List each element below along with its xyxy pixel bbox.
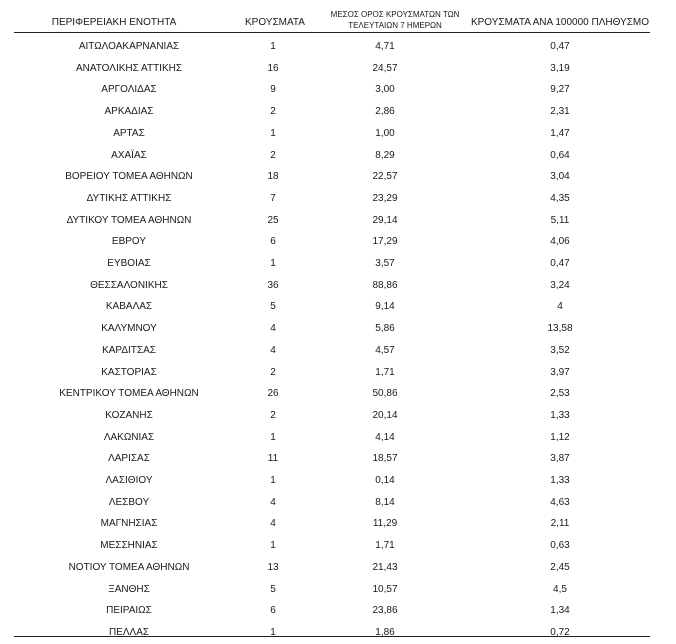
- region-cell: ΠΕΛΛΑΣ: [108, 626, 150, 638]
- avg-7day-cell: 29,14: [372, 214, 398, 226]
- cases-cell: 6: [270, 605, 276, 617]
- header-avg-line-1: ΜΕΣΟΣ ΟΡΟΣ ΚΡΟΥΣΜΑΤΩΝ ΤΩΝ: [330, 10, 460, 19]
- region-cell: ΛΑΚΩΝΙΑΣ: [103, 431, 155, 443]
- table-row: [0, 513, 676, 535]
- region-cell: ΞΑΝΘΗΣ: [108, 583, 150, 595]
- region-cell: ΚΑΡΔΙΤΣΑΣ: [102, 344, 156, 356]
- avg-7day-cell: 8,14: [375, 496, 395, 508]
- avg-7day-cell: 1,71: [375, 366, 395, 378]
- region-cell: ΛΑΡΙΣΑΣ: [108, 453, 150, 465]
- avg-7day-cell: 1,86: [375, 626, 395, 638]
- rate-per-100k-cell: 2,53: [550, 388, 570, 400]
- avg-7day-cell: 10,57: [372, 583, 398, 595]
- table-row: [0, 427, 676, 449]
- header-region: ΠΕΡΙΦΕΡΕΙΑΚΗ ΕΝΟΤΗΤΑ: [51, 17, 177, 28]
- table-row: [0, 470, 676, 492]
- rate-per-100k-cell: 3,97: [550, 366, 570, 378]
- avg-7day-cell: 1,00: [375, 127, 395, 139]
- cases-cell: 5: [270, 583, 276, 595]
- rate-per-100k-cell: 5,11: [550, 214, 570, 226]
- region-cell: ΜΑΓΝΗΣΙΑΣ: [100, 518, 158, 530]
- region-cell: ΔΥΤΙΚΟΥ ΤΟΜΕΑ ΑΘΗΝΩΝ: [66, 214, 192, 226]
- avg-7day-cell: 20,14: [372, 409, 398, 421]
- rate-per-100k-cell: 4,63: [550, 496, 570, 508]
- cases-cell: 18: [267, 171, 279, 183]
- region-cell: ΑΡΤΑΣ: [113, 127, 145, 139]
- table-row: [0, 58, 676, 80]
- avg-7day-cell: 4,57: [375, 344, 395, 356]
- table-row: [0, 210, 676, 232]
- table-row: [0, 579, 676, 601]
- cases-cell: 2: [270, 149, 276, 161]
- rate-per-100k-cell: 3,19: [550, 62, 570, 74]
- header-avg-line-2: ΤΕΛΕΥΤΑΙΩΝ 7 ΗΜΕΡΩΝ: [348, 21, 442, 30]
- avg-7day-cell: 9,14: [375, 301, 395, 313]
- rate-per-100k-cell: 0,47: [550, 41, 570, 52]
- cases-cell: 1: [270, 626, 276, 638]
- header-cases: ΚΡΟΥΣΜΑΤΑ: [245, 17, 305, 28]
- table-row: [0, 275, 676, 297]
- cases-cell: 13: [267, 561, 279, 573]
- region-cell: ΑΝΑΤΟΛΙΚΗΣ ΑΤΤΙΚΗΣ: [75, 62, 183, 74]
- region-cell: ΕΒΡΟΥ: [111, 236, 147, 248]
- bottom-divider: [14, 636, 650, 637]
- cases-cell: 5: [270, 301, 276, 313]
- avg-7day-cell: 1,71: [375, 540, 395, 552]
- region-cell: ΒΟΡΕΙΟΥ ΤΟΜΕΑ ΑΘΗΝΩΝ: [65, 171, 193, 183]
- cases-cell: 6: [270, 236, 276, 248]
- cases-cell: 1: [270, 540, 276, 552]
- cases-cell: 25: [267, 214, 279, 226]
- table-row: [0, 318, 676, 340]
- table-row: [0, 231, 676, 253]
- table-row: [0, 535, 676, 557]
- table-row: [0, 448, 676, 470]
- rate-per-100k-cell: 3,04: [550, 171, 570, 183]
- avg-7day-cell: 8,29: [375, 149, 395, 161]
- region-cell: ΕΥΒΟΙΑΣ: [107, 258, 151, 269]
- region-cell: ΚΑΒΑΛΑΣ: [105, 301, 153, 313]
- rate-per-100k-cell: 1,12: [550, 431, 570, 443]
- rate-per-100k-cell: 2,45: [550, 561, 570, 573]
- rate-per-100k-cell: 0,47: [550, 258, 570, 269]
- header-divider: [14, 32, 650, 33]
- rate-per-100k-cell: 2,31: [550, 106, 570, 118]
- cases-cell: 4: [270, 344, 276, 356]
- cases-cell: 1: [270, 127, 276, 139]
- avg-7day-cell: 23,86: [372, 605, 398, 617]
- avg-7day-cell: 3,00: [375, 84, 395, 96]
- cases-cell: 2: [270, 106, 276, 118]
- region-cell: ΚΕΝΤΡΙΚΟΥ ΤΟΜΕΑ ΑΘΗΝΩΝ: [59, 388, 199, 400]
- region-cell: ΛΑΣΙΘΙΟΥ: [105, 475, 153, 486]
- table-row: [0, 166, 676, 188]
- table-row: [0, 101, 676, 123]
- region-cell: ΚΟΖΑΝΗΣ: [105, 409, 153, 421]
- avg-7day-cell: 50,86: [372, 388, 398, 400]
- rate-per-100k-cell: 13,58: [547, 323, 573, 335]
- avg-7day-cell: 88,86: [372, 279, 398, 291]
- avg-7day-cell: 4,71: [375, 41, 395, 52]
- table-row: [0, 600, 676, 622]
- cases-cell: 1: [270, 258, 276, 269]
- rate-per-100k-cell: 0,64: [550, 149, 570, 161]
- header-rate-per-100k: ΚΡΟΥΣΜΑΤΑ ΑΝΑ 100000 ΠΛΗΘΥΣΜΟ: [470, 17, 650, 28]
- avg-7day-cell: 21,43: [372, 561, 398, 573]
- rate-per-100k-cell: 1,47: [550, 127, 570, 139]
- cases-cell: 4: [270, 323, 276, 335]
- cases-cell: 11: [267, 453, 279, 465]
- cases-cell: 16: [267, 62, 279, 74]
- rate-per-100k-cell: 3,52: [550, 344, 570, 356]
- region-cell: ΑΡΓΟΛΙΔΑΣ: [101, 84, 157, 96]
- rate-per-100k-cell: 4,35: [550, 192, 570, 204]
- cases-cell: 1: [270, 41, 276, 52]
- table-row: [0, 79, 676, 101]
- avg-7day-cell: 23,29: [372, 192, 398, 204]
- table-row: [0, 296, 676, 318]
- region-cell: ΑΙΤΩΛΟΑΚΑΡΝΑΝΙΑΣ: [78, 41, 180, 52]
- table-row: [0, 253, 676, 275]
- avg-7day-cell: 17,29: [372, 236, 398, 248]
- avg-7day-cell: 11,29: [372, 518, 398, 530]
- avg-7day-cell: 0,14: [375, 475, 395, 486]
- region-cell: ΝΟΤΙΟΥ ΤΟΜΕΑ ΑΘΗΝΩΝ: [68, 561, 190, 573]
- cases-cell: 1: [270, 475, 276, 486]
- table-row: [0, 145, 676, 167]
- avg-7day-cell: 22,57: [372, 171, 398, 183]
- region-cell: ΛΕΣΒΟΥ: [108, 496, 150, 508]
- region-cell: ΠΕΙΡΑΙΩΣ: [106, 605, 152, 617]
- cases-cell: 9: [270, 84, 276, 96]
- region-cell: ΜΕΣΣΗΝΙΑΣ: [100, 540, 158, 552]
- cases-cell: 4: [270, 518, 276, 530]
- avg-7day-cell: 3,57: [375, 258, 395, 269]
- region-cell: ΚΑΣΤΟΡΙΑΣ: [101, 366, 157, 378]
- table-row: [0, 340, 676, 362]
- rate-per-100k-cell: 1,34: [550, 605, 570, 617]
- region-cell: ΔΥΤΙΚΗΣ ΑΤΤΙΚΗΣ: [86, 192, 172, 204]
- rate-per-100k-cell: 4,06: [550, 236, 570, 248]
- table-row: [0, 123, 676, 145]
- avg-7day-cell: 2,86: [375, 106, 395, 118]
- rate-per-100k-cell: 4,5: [553, 583, 567, 595]
- cases-cell: 7: [270, 192, 276, 204]
- table-row: [0, 622, 676, 644]
- cases-cell: 36: [267, 279, 279, 291]
- avg-7day-cell: 18,57: [372, 453, 398, 465]
- cases-cell: 2: [270, 366, 276, 378]
- rate-per-100k-cell: 3,24: [550, 279, 570, 291]
- cases-cell: 2: [270, 409, 276, 421]
- rate-per-100k-cell: 1,33: [550, 409, 570, 421]
- region-cell: ΘΕΣΣΑΛΟΝΙΚΗΣ: [90, 279, 168, 291]
- avg-7day-cell: 24,57: [372, 62, 398, 74]
- table-row: [0, 405, 676, 427]
- rate-per-100k-cell: 0,72: [550, 626, 570, 638]
- region-cell: ΑΧΑΪΑΣ: [111, 149, 147, 161]
- table-row: [0, 383, 676, 405]
- table-row: [0, 362, 676, 384]
- rate-per-100k-cell: 3,87: [550, 453, 570, 465]
- avg-7day-cell: 4,14: [375, 431, 395, 443]
- region-cell: ΑΡΚΑΔΙΑΣ: [104, 106, 154, 118]
- rate-per-100k-cell: 9,27: [550, 84, 570, 96]
- table-row: [0, 492, 676, 514]
- table-row: [0, 188, 676, 210]
- header-avg-7-days: [320, 9, 470, 31]
- rate-per-100k-cell: 1,33: [550, 475, 570, 486]
- region-cell: ΚΑΛΥΜΝΟΥ: [101, 323, 157, 335]
- table-row: [0, 557, 676, 579]
- cases-cell: 26: [267, 388, 279, 400]
- cases-cell: 1: [270, 431, 276, 443]
- avg-7day-cell: 5,86: [375, 323, 395, 335]
- cases-cell: 4: [270, 496, 276, 508]
- rate-per-100k-cell: 2,11: [550, 518, 570, 530]
- rate-per-100k-cell: 4: [557, 301, 563, 313]
- table-row: [0, 36, 676, 58]
- rate-per-100k-cell: 0,63: [550, 540, 570, 552]
